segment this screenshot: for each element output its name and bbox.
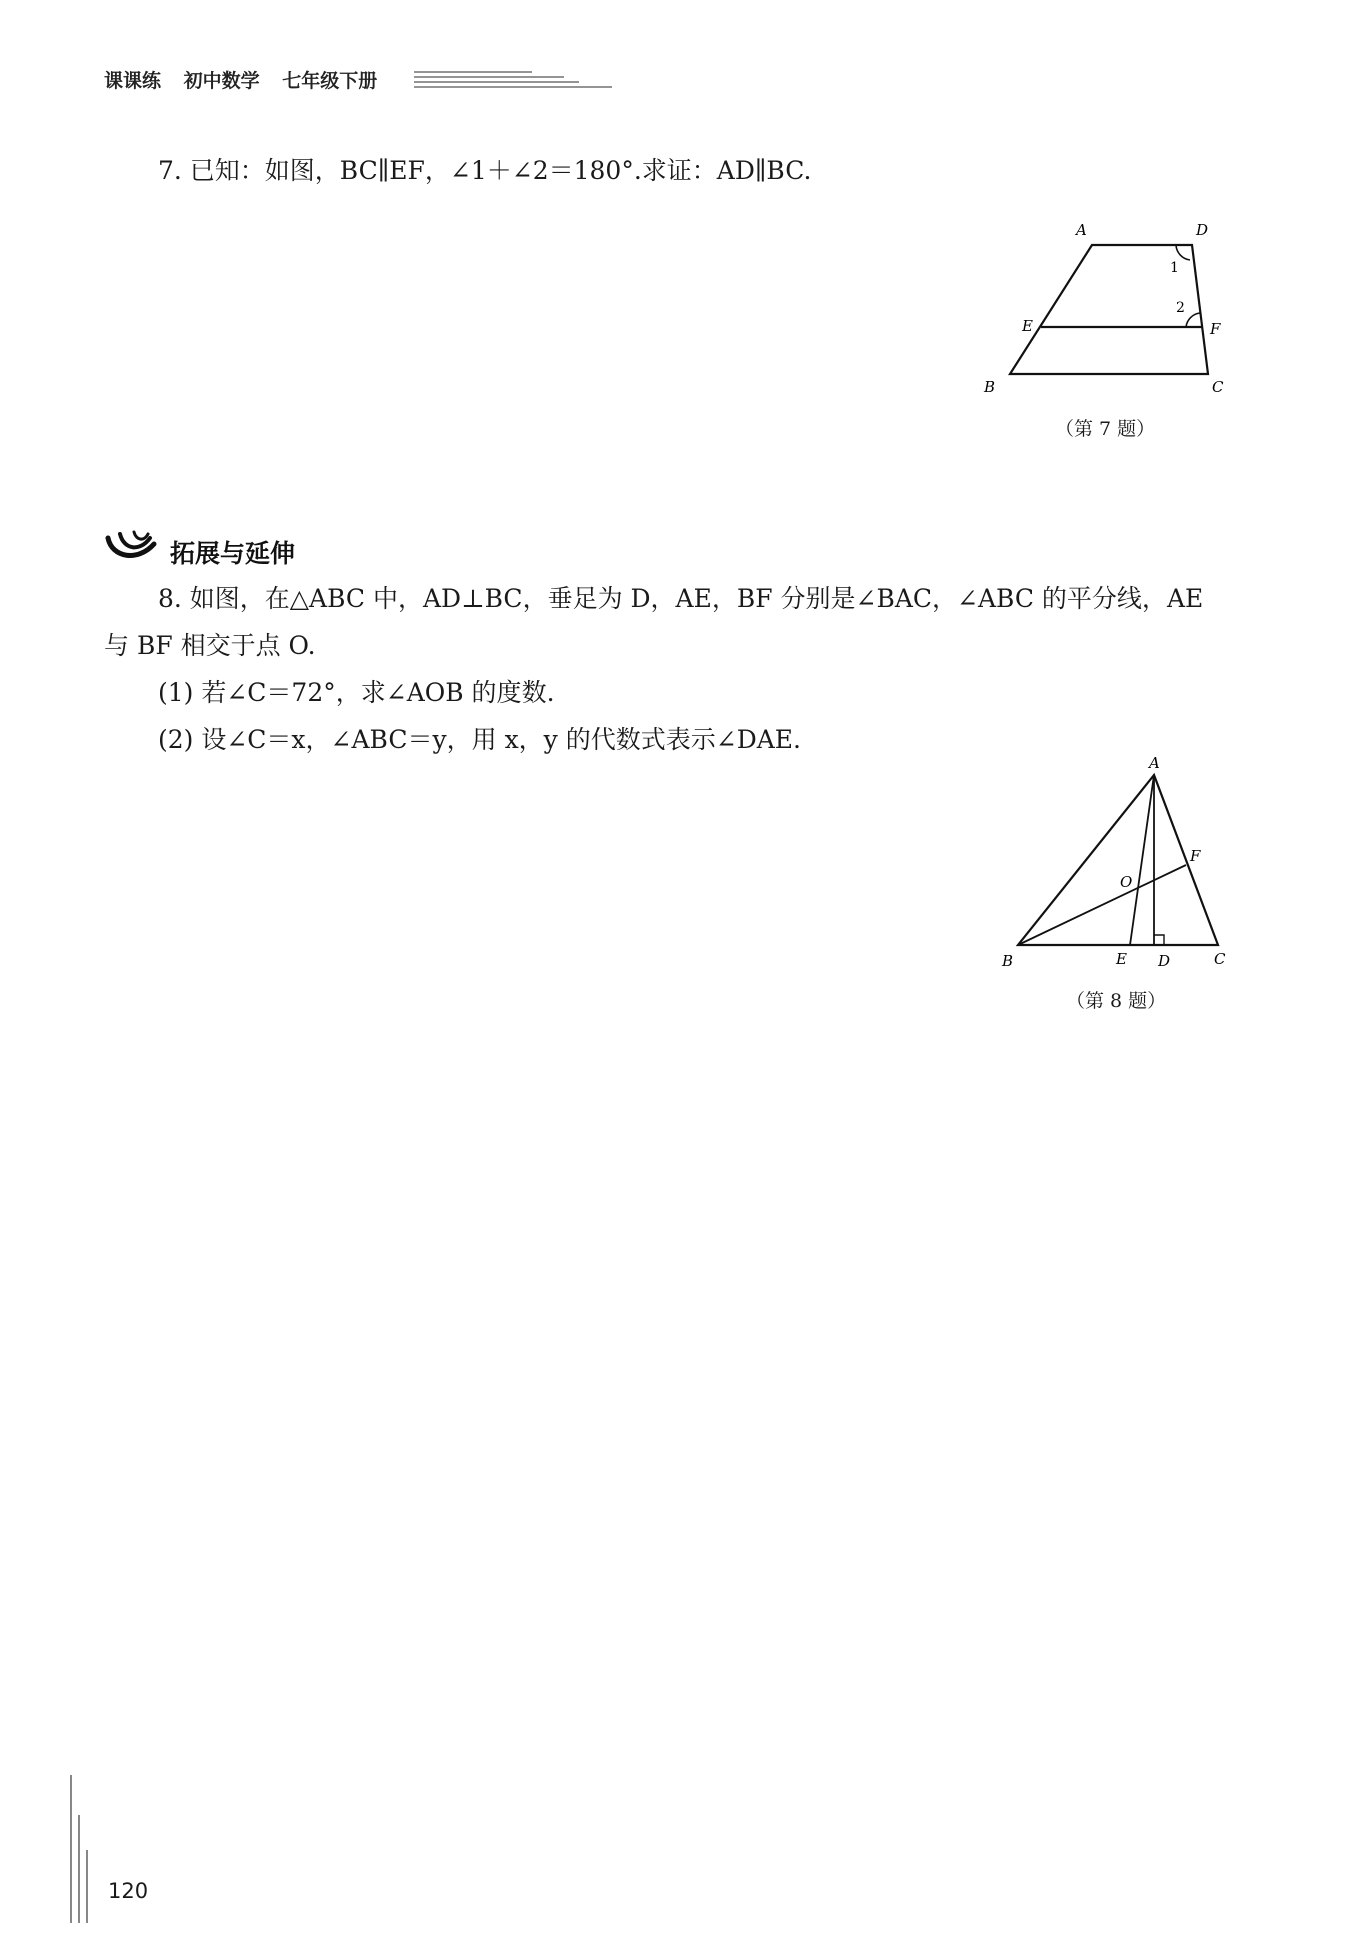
page-margin-rule (68, 1775, 98, 1925)
fig8-label-O: O (1120, 873, 1133, 891)
running-header (104, 66, 393, 93)
header-decorative-rule (414, 68, 614, 92)
figure-8-triangle (990, 745, 1240, 975)
problem-8-part-2: (2) 设∠C＝x，∠ABC＝y，用 x，y 的代数式表示∠DAE. (158, 725, 801, 754)
figure-7-caption: （第 7 题） (1055, 418, 1156, 440)
fig7-label-E: E (1022, 317, 1033, 335)
page-number: 120 (108, 1879, 149, 1903)
problem-8-line-2: 与 BF 相交于点 O. (104, 631, 316, 660)
fig7-label-F: F (1210, 320, 1221, 338)
problem-8-part-1: (1) 若∠C＝72°，求∠AOB 的度数. (158, 678, 555, 707)
fig7-label-D: D (1196, 221, 1209, 239)
problem-7-statement: 7. 已知：如图，BC∥EF，∠1＋∠2＝180°.求证：AD∥BC. (158, 156, 812, 185)
fig8-label-F: F (1190, 847, 1201, 865)
fig7-label-A: A (1076, 221, 1087, 239)
fig7-angle-1: 1 (1170, 260, 1179, 276)
fig8-label-A: A (1149, 754, 1160, 772)
figure-8-caption: （第 8 题） (1066, 990, 1167, 1012)
header-subject: 初中数学 (183, 70, 260, 92)
header-series: 课课练 (104, 70, 162, 92)
section-title: 拓展与延伸 (170, 539, 296, 568)
fig7-label-C: C (1212, 378, 1224, 396)
fig8-label-D: D (1158, 952, 1171, 970)
fig8-label-C: C (1214, 950, 1226, 968)
fig7-angle-2: 2 (1176, 300, 1185, 316)
header-grade: 七年级下册 (282, 70, 378, 92)
fig8-label-B: B (1002, 952, 1014, 970)
section-swirl-icon (104, 528, 164, 566)
figure-7-trapezoid (970, 210, 1240, 410)
problem-8-line-1: 8. 如图，在△ABC 中，AD⊥BC，垂足为 D，AE，BF 分别是∠BAC，∠ABC 的平分线，AE (158, 584, 1204, 613)
fig7-label-B: B (984, 378, 996, 396)
fig8-label-E: E (1116, 950, 1127, 968)
